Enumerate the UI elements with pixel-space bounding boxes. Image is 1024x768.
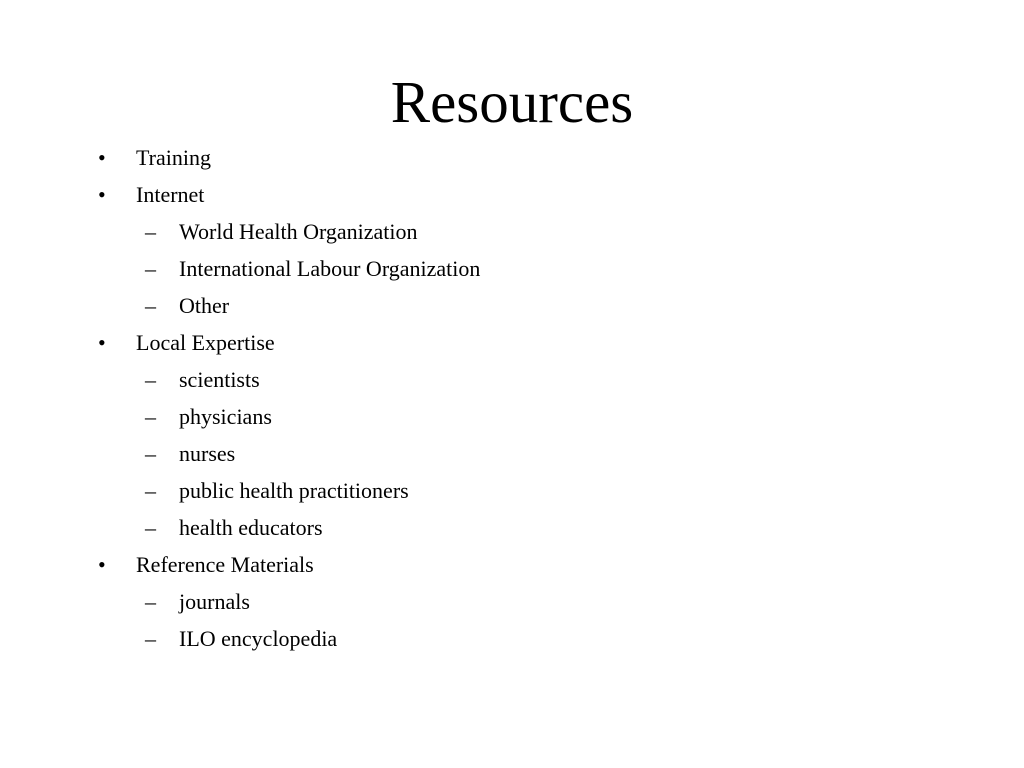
list-item-label: Reference Materials [136,551,314,577]
sub-list-item-label: public health practitioners [179,477,409,503]
list-item-label: Local Expertise [136,329,275,355]
sub-list-item-label: International Labour Organization [179,255,481,281]
sub-list-item-label: ILO encyclopedia [179,625,338,651]
sub-list-item [96,583,480,620]
list-item-label: Internet [136,181,205,207]
dash-marker: – [145,403,156,429]
sub-list-item-label: Other [179,292,230,318]
sub-list-item [96,361,480,398]
dash-marker: – [145,625,156,651]
list-item-label: Training [136,144,211,170]
dash-marker: – [145,218,156,244]
bullet-marker: • [98,181,106,207]
list-item [96,139,480,176]
bullet-list [96,139,480,657]
sub-list-item-label: journals [179,588,250,614]
list-item [96,324,480,361]
sub-list-item [96,250,480,287]
sub-list-item [96,472,480,509]
bullet-marker: • [98,329,106,355]
sub-list-item [96,509,480,546]
sub-list-item [96,435,480,472]
sub-list-item-label: nurses [179,440,236,466]
list-item [96,546,480,583]
dash-marker: – [145,366,156,392]
list-item [96,176,480,213]
dash-marker: – [145,292,156,318]
bullet-marker: • [98,144,106,170]
dash-marker: – [145,477,156,503]
sub-list-item [96,213,480,250]
sub-list-item [96,287,480,324]
dash-marker: – [145,588,156,614]
slide-title: Resources [390,69,634,135]
sub-list-item-label: scientists [179,366,260,392]
sub-list-item [96,620,480,657]
sub-list-item-label: World Health Organization [179,218,418,244]
dash-marker: – [145,255,156,281]
bullet-marker: • [98,551,106,577]
dash-marker: – [145,440,156,466]
sub-list-item-label: health educators [179,514,323,540]
sub-list-item-label: physicians [179,403,272,429]
sub-list-item [96,398,480,435]
dash-marker: – [145,514,156,540]
